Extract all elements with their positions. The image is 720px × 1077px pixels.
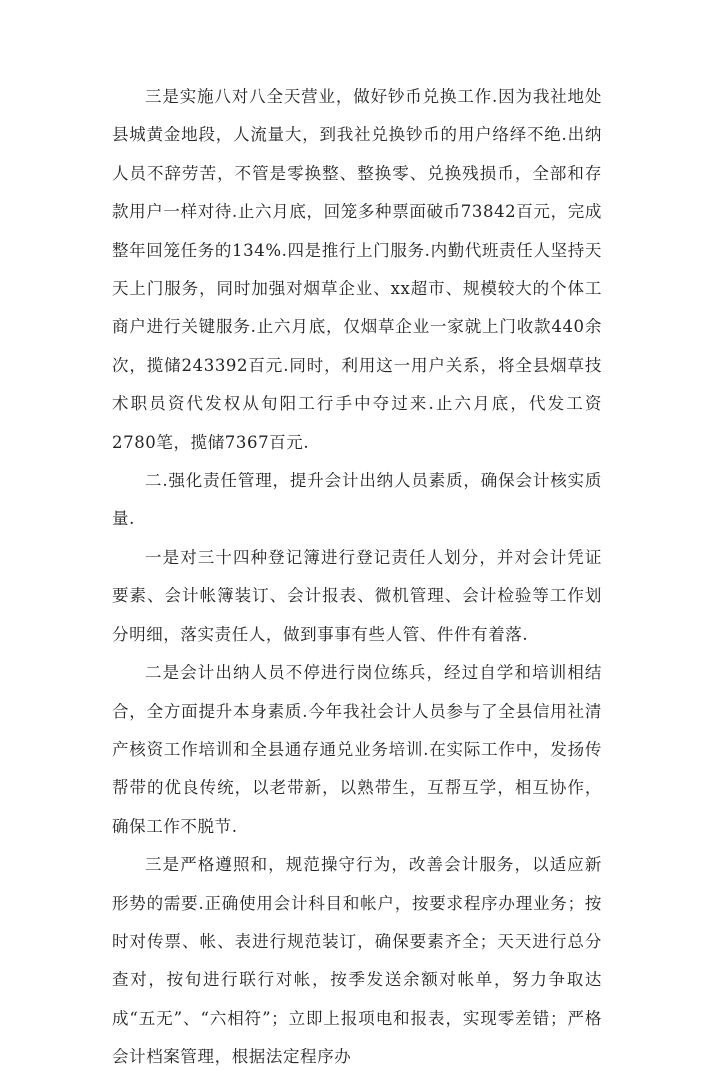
paragraph: 三是实施八对八全天营业，做好钞币兑换工作.因为我社地处县城黄金地段，人流量大，到我社兑换钞币的用户络绎不绝.出纳人员不辞劳苦，不管是零换整、整换零、兑换残损币，全部和存款用户一样对待.止六月底，回笼多种票面破币73842百元，完成整年回笼任务的134%.四是推行上门服务.内勤代班责任人坚持天天上门服务，同时加强对烟草企业、xx超市、规模较大的个体工商户进行关键服务.止六月底，仅烟草企业一家就上门收款440余次，揽储243392百元.同时，利用这一用户关系，将全县烟草技术职员资代发权从旬阳工行手中夺过来.止六月底，代发工资2780笔，揽储7367百元. bbox=[112, 87, 602, 452]
paragraph: 二是会计出纳人员不停进行岗位练兵，经过自学和培训相结合，全方面提升本身素质.今年我社会计人员参与了全县信用社清产核资工作培训和全县通存通兑业务培训.在实际工作中，发扬传帮带的优良传统，以老带新，以熟带生，互帮互学，相互协作，确保工作不脱节. bbox=[112, 663, 602, 836]
document-body bbox=[112, 78, 602, 1077]
paragraph: 三是严格遵照和，规范操守行为，改善会计服务，以适应新形势的需要.正确使用会计科目和帐户，按要求程序办理业务；按时对传票、帐、表进行规范装订，确保要素齐全；天天进行总分查对，按旬进行联行对帐，按季发送余额对帐单，努力争取达成“五无”、“六相符”；立即上报项电和报表，实现零差错；严格会计档案管理，根据法定程序办 bbox=[112, 855, 602, 1067]
paragraph: 一是对三十四种登记簿进行登记责任人划分，并对会计凭证要素、会计帐簿装订、会计报表、微机管理、会计检验等工作划分明细，落实责任人，做到事事有些人管、件件有着落. bbox=[112, 547, 602, 644]
section-heading: 二.强化责任管理，提升会计出纳人员素质，确保会计核实质量. bbox=[112, 471, 602, 529]
